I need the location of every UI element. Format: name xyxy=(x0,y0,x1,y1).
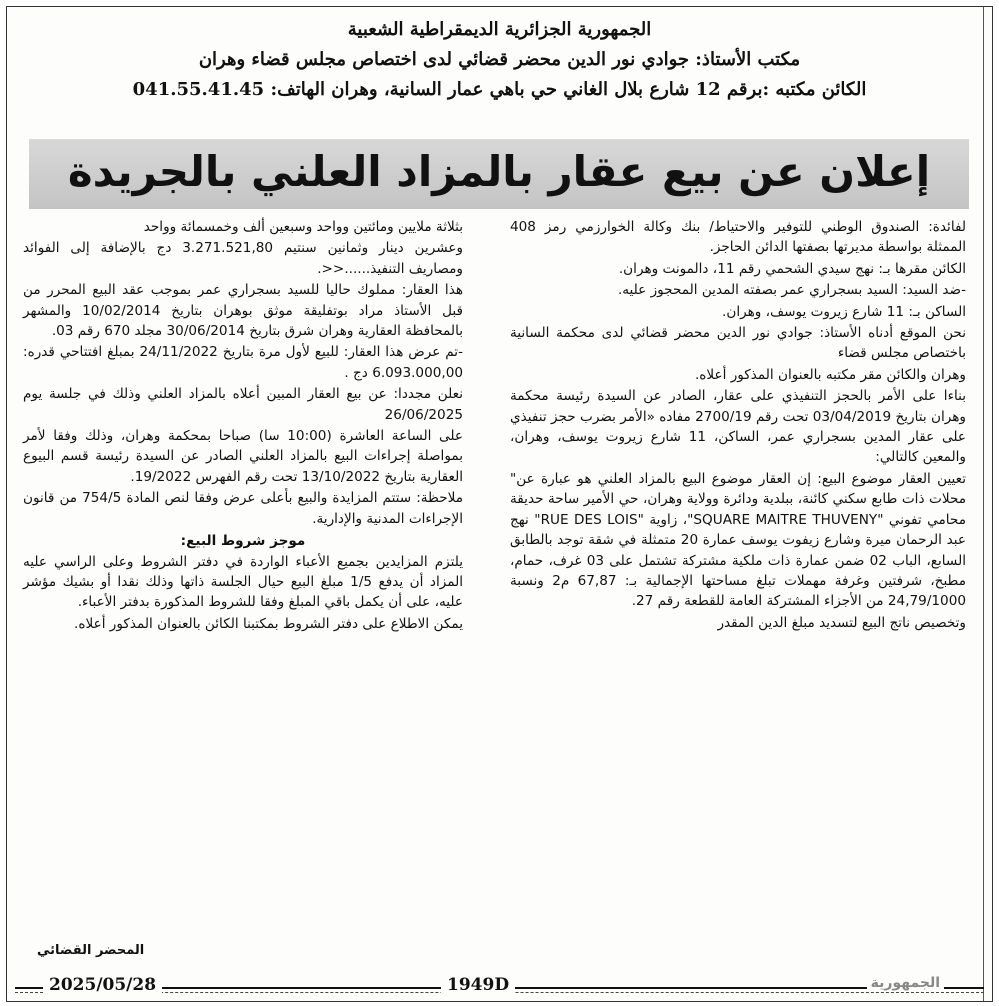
paragraph: نحن الموقع أدناه الأستاذ: جوادي نور الدين محضر قضائي لدى محكمة السانية باختصاص مجلس قضاء xyxy=(510,325,966,362)
newspaper-logo: الجمهورية xyxy=(867,975,944,991)
paragraph: ملاحظة: ستتم المزايدة والبيع بأعلى عرض وفقا لنص المادة 754/5 من قانون الإجراءات المدنية والإدارية. xyxy=(23,490,464,527)
paragraph: الكائن مقرها بـ: نهج سيدي الشحمي رقم 11، دالمونت وهران. xyxy=(618,260,966,277)
paragraph: وهران والكائن مقر مكتبه بالعنوان المذكور أعلاه. xyxy=(694,366,966,383)
page-footer xyxy=(15,973,984,1002)
ad-code: 1949D xyxy=(441,975,515,995)
bailiff-header xyxy=(47,15,952,105)
paragraph: وعشرين دينار وثمانين سنتيم 3.271.521,80 دج بالإضافة إلى الفوائد ومصاريف التنفيذ......<<. xyxy=(23,240,463,277)
paragraph: بناءا على الأمر بالحجز التنفيذي على عقار، الصادر عن السيدة رئيسة محكمة وهران بتاريخ 03/04/2019 تحت رقم 2700/19 مفاده «الأمر بضرب حجز تنفيذي على عقار المدين بسجراري عمر، الساكن، 11 شارع زيروت يوسف، وهران، والمعين كالتالي: xyxy=(510,388,966,466)
paragraph: يمكن الاطلاع على دفتر الشروط بمكتبنا الكائن بالعنوان المذكور أعلاه. xyxy=(74,615,463,632)
notice-title: إعلان عن بيع عقار بالمزاد العلني بالجريدة xyxy=(67,147,931,196)
paragraph: وتخصيص ناتج البيع لتسديد مبلغ الدين المقدر xyxy=(717,614,966,631)
paragraph: هذا العقار: مملوك حاليا للسيد بسجراري عمر بموجب عقد البيع المحرر من قبل الأستاذ مراد بوتفليقة موثق بوهران بتاريخ 10/02/2014 والمشهر بالمحافظة العقارية وهران شرق بتاريخ 30/06/2014 مجلد 670 رقم 03. xyxy=(23,282,464,340)
paragraph: -تم عرض هذا العقار: للبيع لأول مرة بتاريخ 24/11/2022 بمبلغ افتتاحي قدره: 6.093.000,00 دج . xyxy=(23,344,463,381)
paragraph: تعيين العقار موضوع البيع: إن العقار موضوع البيع بالمزاد العلني هو عبارة عن" محلات ذات طابع سكني كائنة، ببلدية ودائرة وولاية وهران، حي الأمير ساحة حديقة محامي تفوني "SQUARE MAITRE THUVENY"، زاوية "RUE DES LOIS" نهج عبد الرحمان ميرة وشارع زيفوت يوسف عمارة 20 متمثلة في شقة توجد بالطابق السابع، الباب 02 ضمن عمارة ذات ملكية مشتركة تشتمل على 03 غرف، حمام، مطبخ، شرفتين وغرفة مهملات تبلغ مساحتها الإجمالية بـ: 67,87 م2 ونسبة 24,79/1000 من الأجزاء المشتركة العامة للقطعة رقم 27. xyxy=(510,470,966,610)
right-column xyxy=(510,217,966,634)
column-rule xyxy=(983,7,990,1001)
office-line: مكتب الأستاذ: جوادي نور الدين محضر قضائي لدى اختصاص مجلس قضاء وهران xyxy=(198,49,801,70)
paragraph: الساكن بـ: 11 شارع زيروت يوسف، وهران. xyxy=(722,303,966,320)
paragraph: نعلن مجددا: عن بيع العقار المبين أعلاه بالمزاد العلني وذلك في جلسة يوم 26/06/2025 xyxy=(23,386,463,423)
paragraph: يلتزم المزايدين بجميع الأعباء الواردة في دفتر الشروط وعلى الراسي عليه المزاد أن يدفع 1/5 مبلغ البيع حيال الجلسة ذاتها وذلك نقدا أو بشيك مؤشر عليه، على أن يكمل باقي المبلغ وفقا للشروط المذكورة بدفتر الأعباء. xyxy=(23,553,464,611)
address-line: الكائن مكتبه :برقم 12 شارع بلال الغاني حي باهي عمار السانية، وهران الهاتف: 041.55.41.45 xyxy=(132,79,867,100)
paragraph: على الساعة العاشرة (10:00 سا) صباحا بمحكمة وهران، وذلك وفقا لأمر بمواصلة إجراءات البيع بالمزاد العلني الصادر عن السيدة رئيسة قسم البيوع العقارية بتاريخ 13/10/2022 تحت رقم الفهرس 19/2022. xyxy=(23,428,463,485)
left-column xyxy=(23,217,463,635)
paragraph: -ضد السيد: السيد بسجراري عمر بصفته المدين المحجوز عليه. xyxy=(617,282,966,299)
paragraph: بثلاثة ملايين ومائتين وواحد وسبعين ألف وخمسمائة وواحد xyxy=(143,219,463,235)
newspaper-page xyxy=(6,6,993,1002)
signer-label: المحضر القضائي xyxy=(37,943,145,958)
republic-line: الجمهورية الجزائرية الديمقراطية الشعبية xyxy=(347,19,652,40)
paragraph: لفائدة: الصندوق الوطني للتوفير والاحتياط/ بنك وكالة الخوارزمي رمز 408 الممثلة بواسطة مديرتها بصفتها الدائن الحاجز. xyxy=(510,219,966,256)
publication-date: 2025/05/28 xyxy=(43,975,162,995)
section-heading: موجز شروط البيع: xyxy=(180,533,306,550)
